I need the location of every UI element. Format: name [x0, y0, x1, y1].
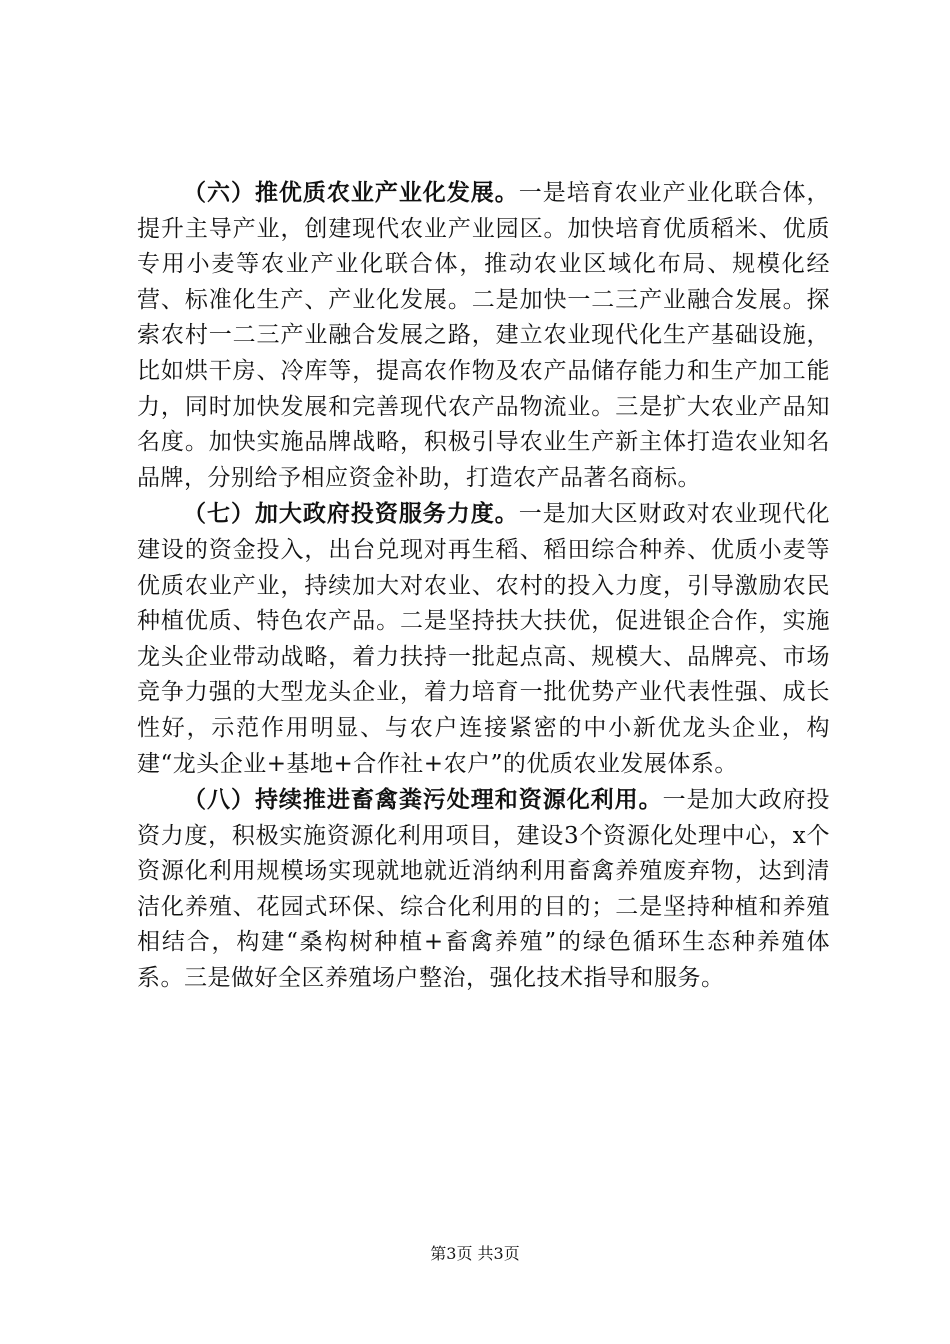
paragraph-6: [137, 175, 830, 496]
paragraph-6-body: 一是培育农业产业化联合体，提升主导产业，创建现代农业产业园区。加快培育优质稻米、优质专用小麦等农业产业化联合体，推动农业区域化布局、规模化经营、标准化生产、产业化发展。二是加快一二三产业融合发展。探索农村一二三产业融合发展之路，建立农业现代化生产基础设施，比如烘干房、冷库等，提高农作物及农产品储存能力和生产加工能力，同时加快发展和完善现代农产品物流业。三是扩大农业产品知名度。加快实施品牌战略，积极引导农业生产新主体打造农业知名品牌，分别给予相应资金补助，打造农产品著名商标。: [137, 180, 831, 491]
document-body: [137, 175, 830, 997]
paragraph-7-body: 一是加大区财政对农业现代化建设的资金投入，出台兑现对再生稻、稻田综合种养、优质小麦等优质农业产业，持续加大对农业、农村的投入力度，引导激励农民种植优质、特色农产品。二是坚持扶大扶优，促进银企合作，实施龙头企业带动战略，着力扶持一批起点高、规模大、品牌亮、市场竞争力强的大型龙头企业，着力培育一批优势产业代表性强、成长性好，示范作用明显、与农户连接紧密的中小新优龙头企业，构建“龙头企业+基地+合作社+农户”的优质农业发展体系。: [137, 501, 831, 777]
paragraph-8-body: 一是加大政府投资力度，积极实施资源化利用项目，建设3个资源化处理中心，x个资源化利用规模场实现就地就近消纳利用畜禽养殖废弃物，达到清洁化养殖、花园式环保、综合化利用的目的；二是坚持种植和养殖相结合，构建“桑构树种植+畜禽养殖”的绿色循环生态种养殖体系。三是做好全区养殖场户整治，强化技术指导和服务。: [137, 787, 831, 992]
paragraph-8: [137, 782, 830, 997]
page-footer: [0, 1244, 950, 1264]
paragraph-6-heading: （六）推优质农业产业化发展。: [183, 179, 519, 206]
page-number: 第3页 共3页: [430, 1244, 520, 1263]
paragraph-8-heading: （八）持续推进畜禽粪污处理和资源化利用。: [183, 786, 663, 814]
paragraph-7-heading: （七）加大政府投资服务力度。: [183, 500, 519, 528]
paragraph-7: [137, 496, 830, 782]
